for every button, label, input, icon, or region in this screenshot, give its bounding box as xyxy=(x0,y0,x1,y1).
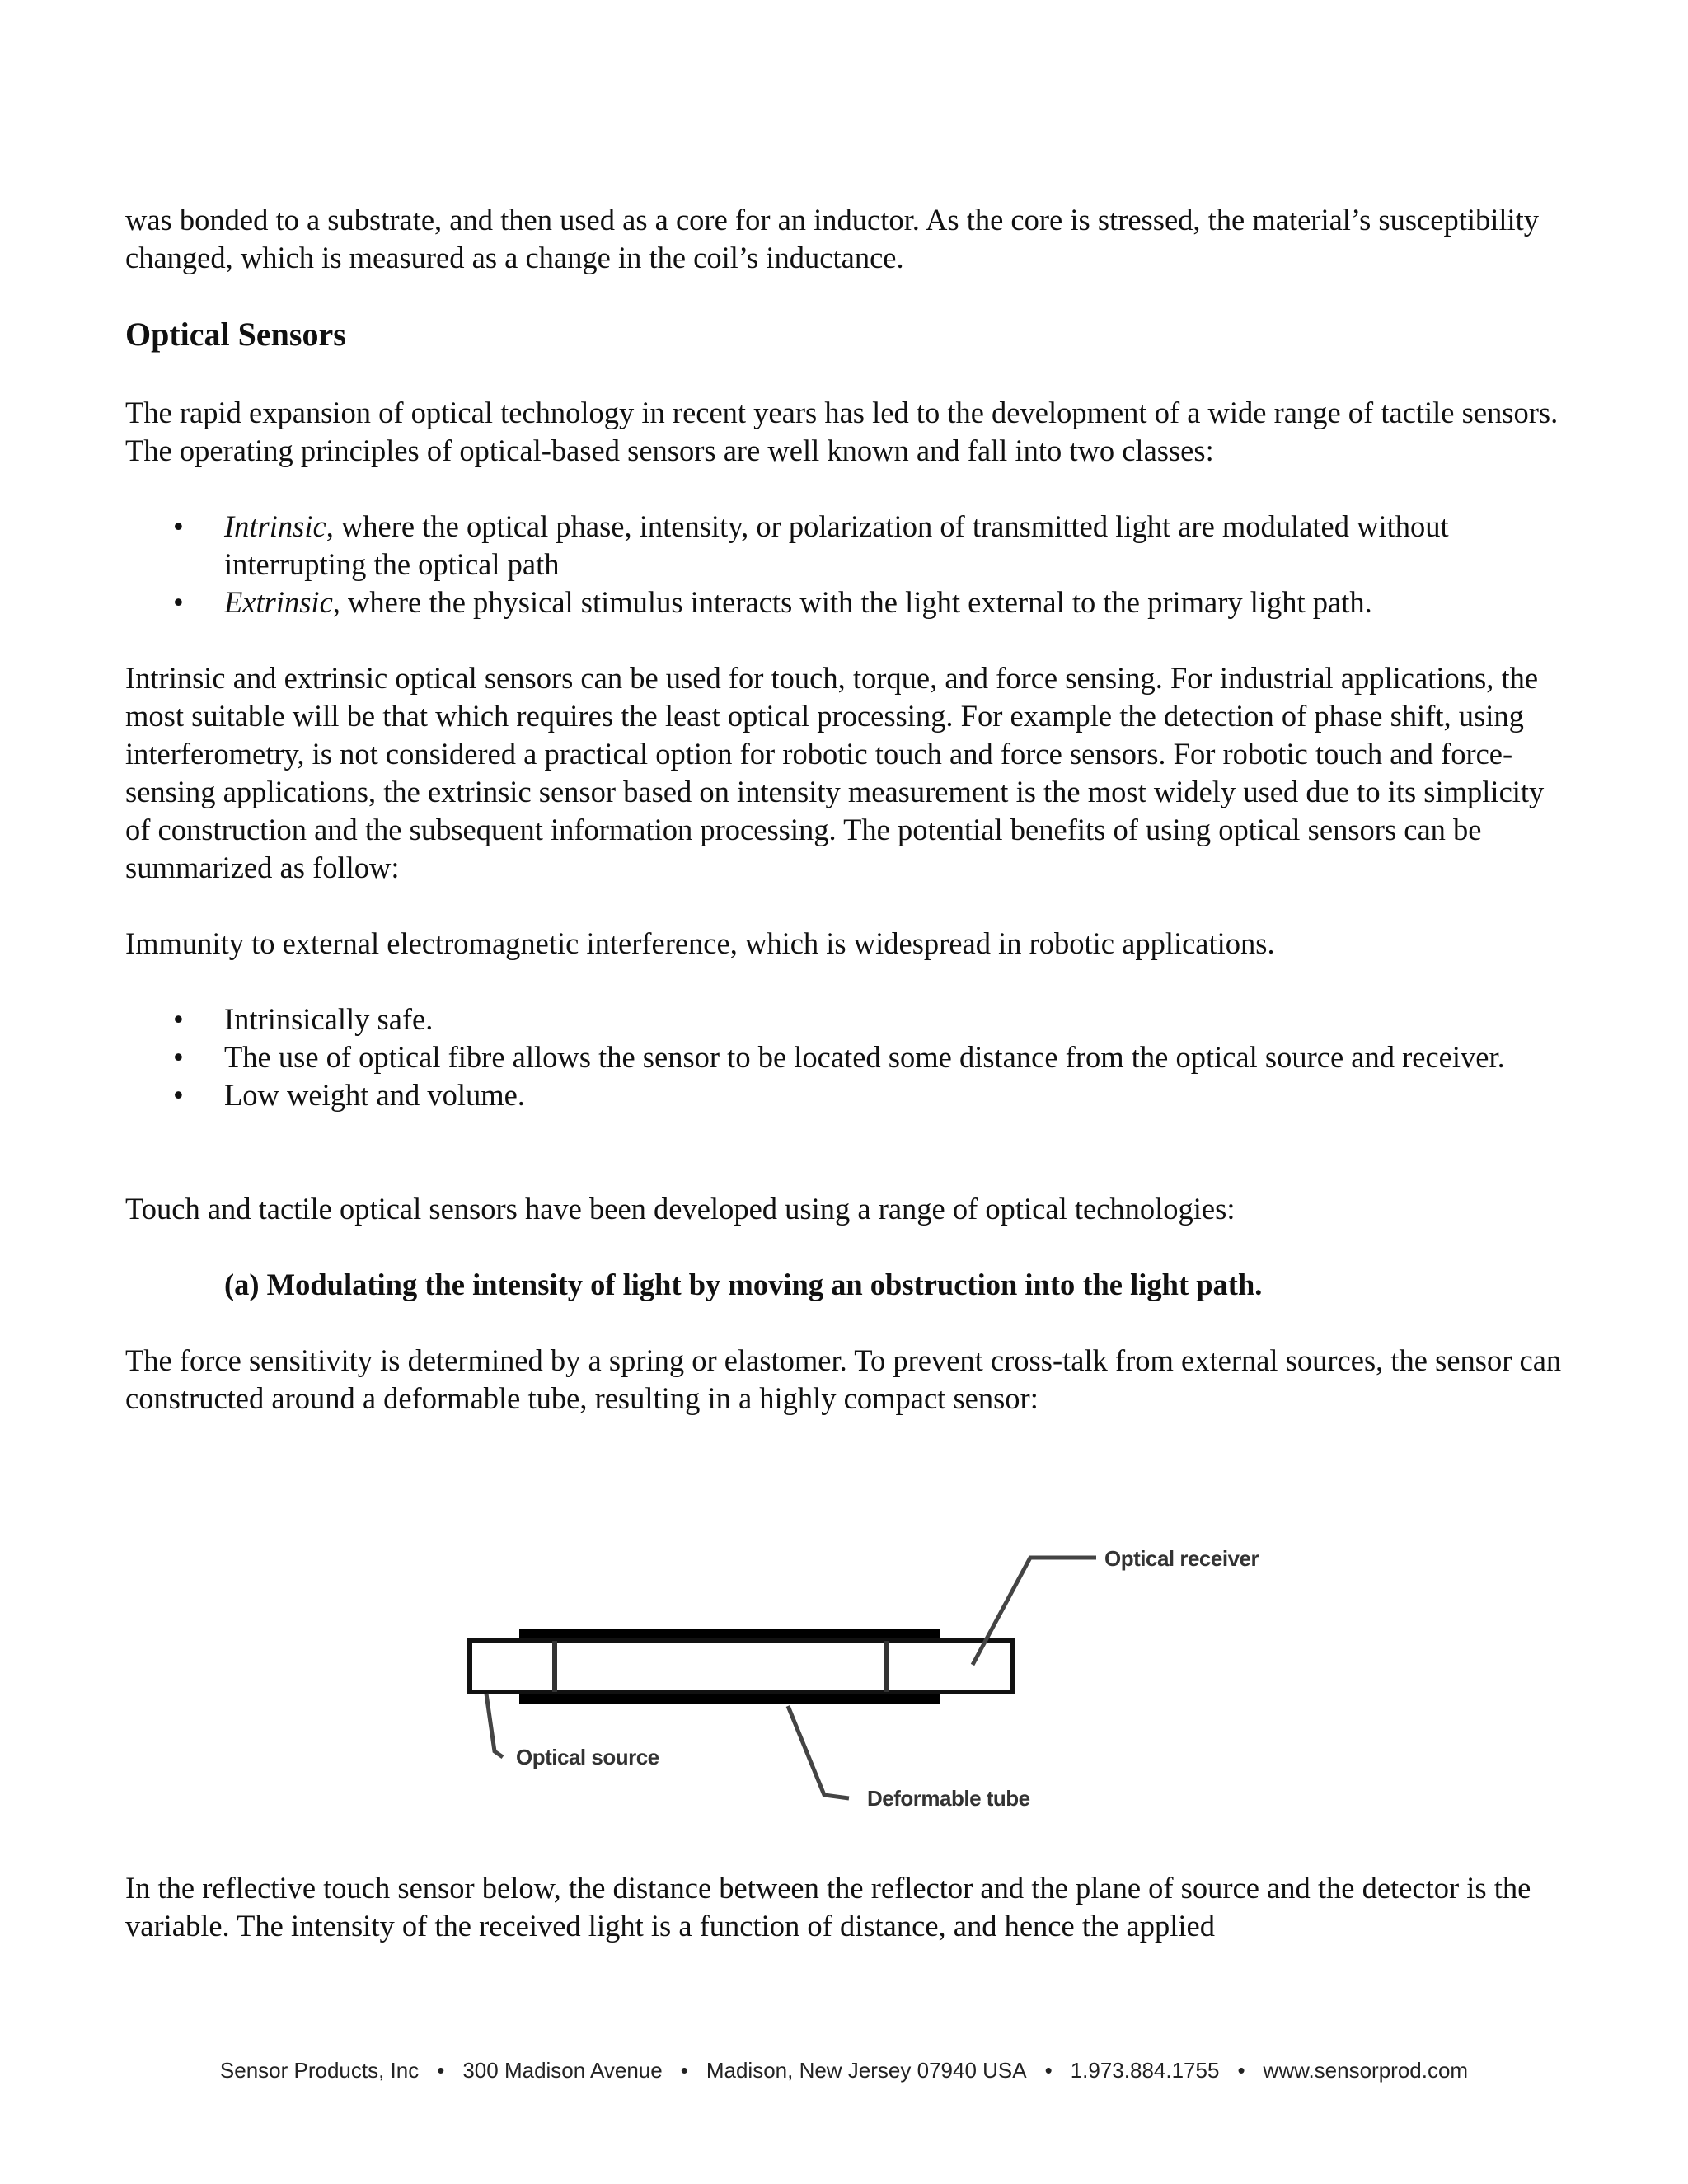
footer-phone: 1.973.884.1755 xyxy=(1070,2058,1220,2083)
footer-website[interactable]: www.sensorprod.com xyxy=(1263,2058,1469,2083)
footer-separator: • xyxy=(680,2058,688,2083)
paragraph-optical-intro: The rapid expansion of optical technology in recent years has led to the development of a wide range of tactile sensors. The operating principles of optical-based sensors are well known and fall into two classes: xyxy=(125,396,1559,467)
paragraph-reflective-sensor: In the reflective touch sensor below, the distance between the reflector and the plane of source and the detector is the variable. The intensity of the received light is a function of distance, and hence the applied xyxy=(125,1871,1531,1943)
paragraph-optical-benefits-intro: Intrinsic and extrinsic optical sensors can be used for touch, torque, and force sensing. For industrial applications, the most suitable will be that which requires the least optical processing. For example the detection of phase shift, using interferometry, is not considered a practical option for robotic touch and force sensors. For robotic touch and force-sensing applications, the extrinsic sensor based on intensity measurement is the most widely used due to its simplicity of construction and the subsequent information processing. The potential benefits of using optical sensors can be summarized as follow: xyxy=(125,661,1545,884)
paragraph-technologies: Touch and tactile optical sensors have been developed using a range of optical technologies: xyxy=(125,1192,1236,1226)
bullet-icon: • xyxy=(173,509,184,543)
subheading-obstruction: (a) Modulating the intensity of light by moving an obstruction into the light path. xyxy=(224,1268,1263,1301)
definition-extrinsic: , where the physical stimulus interacts with the light external to the primary light path. xyxy=(332,585,1372,619)
label-optical-receiver: Optical receiver xyxy=(1104,1546,1259,1571)
deformable-tube-sensor-diagram xyxy=(462,1533,1335,1830)
paragraph-force-sensitivity: The force sensitivity is determined by a spring or elastomer. To prevent cross-talk from external sources, the sensor can constructed around a deformable tube, resulting in a highly compact sensor: xyxy=(125,1343,1562,1415)
benefits-list xyxy=(125,1001,1576,1114)
page-footer xyxy=(0,2057,1688,2083)
list-item xyxy=(125,1038,1576,1076)
term-extrinsic: Extrinsic xyxy=(224,585,333,619)
heading-optical-sensors: Optical Sensors xyxy=(125,316,346,353)
paragraph-inductance: was bonded to a substrate, and then used as a core for an inductor. As the core is stressed, the material’s susceptibility changed, which is measured as a change in the coil’s inductance. xyxy=(125,203,1540,274)
bullet-icon: • xyxy=(173,1002,184,1036)
list-item-intrinsic xyxy=(125,508,1576,583)
source-leader-line xyxy=(486,1694,503,1757)
bullet-icon: • xyxy=(173,585,184,619)
footer-company: Sensor Products, Inc xyxy=(219,2058,420,2083)
list-item xyxy=(125,1001,1576,1038)
benefit-text: Intrinsically safe. xyxy=(224,1002,434,1036)
footer-city: Madison, New Jersey 07940 USA xyxy=(706,2058,1027,2083)
list-item-extrinsic xyxy=(125,583,1576,621)
label-deformable-tube: Deformable tube xyxy=(867,1786,1030,1811)
tube-leader-line xyxy=(788,1706,849,1798)
footer-address: 300 Madison Avenue xyxy=(462,2058,663,2083)
label-optical-source: Optical source xyxy=(516,1745,659,1769)
footer-separator: • xyxy=(1237,2058,1245,2083)
sensor-classes-list xyxy=(125,508,1576,621)
sensor-housing xyxy=(470,1641,1012,1692)
footer-separator: • xyxy=(437,2058,445,2083)
definition-intrinsic: , where the optical phase, intensity, or polarization of transmitted light are modulated without interrupting the optical path xyxy=(224,509,1449,581)
benefit-text: Low weight and volume. xyxy=(224,1078,525,1112)
term-intrinsic: Intrinsic xyxy=(224,509,326,543)
bullet-icon: • xyxy=(173,1040,184,1074)
footer-separator: • xyxy=(1044,2058,1053,2083)
bullet-icon: • xyxy=(173,1078,184,1112)
benefit-text: The use of optical fibre allows the sensor to be located some distance from the optical source and receiver. xyxy=(224,1040,1505,1074)
list-item xyxy=(125,1076,1576,1114)
paragraph-immunity: Immunity to external electromagnetic interference, which is widespread in robotic applications. xyxy=(125,926,1275,960)
